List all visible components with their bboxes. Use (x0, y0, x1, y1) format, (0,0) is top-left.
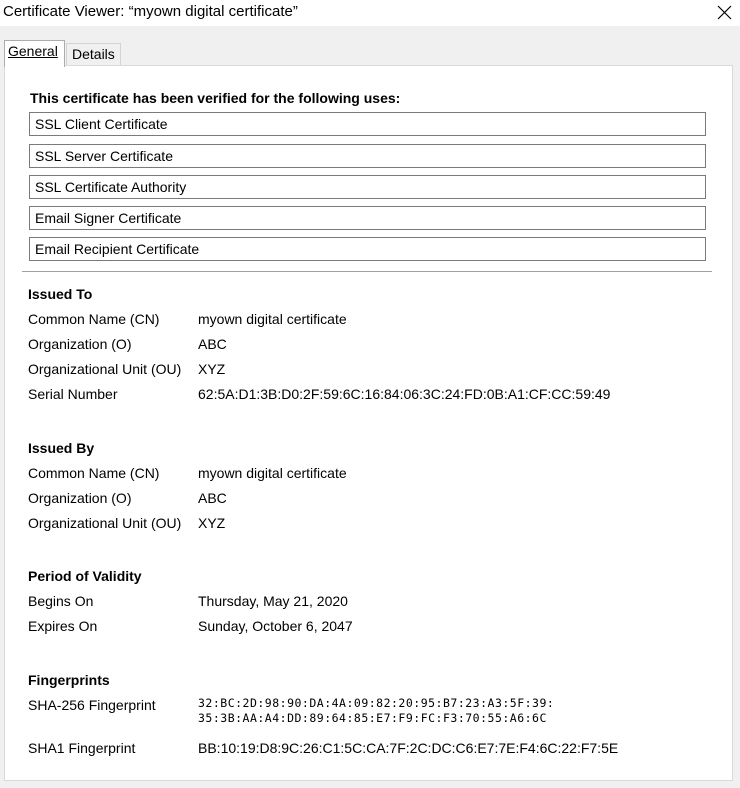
window-title: Certificate Viewer: “myown digital certificate” (3, 3, 298, 20)
field-label: Serial Number (28, 386, 118, 402)
field-label: Organization (O) (28, 336, 132, 352)
tab-details-label: Details (72, 46, 115, 62)
begins-on-value: Thursday, May 21, 2020 (198, 593, 348, 609)
close-icon (717, 5, 732, 20)
field-value: ABC (198, 336, 227, 352)
field-label: SHA1 Fingerprint (28, 740, 136, 756)
serial-number-value: 62:5A:D1:3B:D0:2F:59:6C:16:84:06:3C:24:FD:0B:A1:CF:CC:59:49 (198, 386, 611, 402)
tab-general-label: General (8, 43, 58, 59)
field-value: ABC (198, 490, 227, 506)
use-item: Email Signer Certificate (29, 206, 706, 230)
field-label: Expires On (28, 618, 98, 634)
use-item: SSL Client Certificate (29, 112, 706, 136)
field-label: Common Name (CN) (28, 465, 160, 481)
use-item: SSL Certificate Authority (29, 175, 706, 199)
close-button[interactable] (710, 0, 740, 26)
field-label: Organization (O) (28, 490, 132, 506)
use-item: SSL Server Certificate (29, 144, 706, 168)
field-value: XYZ (198, 515, 226, 531)
fingerprints-heading: Fingerprints (28, 672, 110, 688)
issued-to-heading: Issued To (28, 286, 93, 302)
general-panel (4, 65, 733, 781)
field-label: SHA-256 Fingerprint (28, 697, 156, 713)
tab-general[interactable] (4, 40, 65, 67)
use-item: Email Recipient Certificate (29, 237, 706, 261)
issued-by-heading: Issued By (28, 440, 95, 456)
section-divider (22, 271, 712, 272)
field-label: Organizational Unit (OU) (28, 515, 182, 531)
tab-details[interactable] (66, 43, 121, 65)
validity-heading: Period of Validity (28, 568, 142, 584)
sha256-fingerprint-line1: 32:BC:2D:98:90:DA:4A:09:82:20:95:B7:23:A3:5F:39: (198, 696, 555, 710)
sha1-fingerprint-value: BB:10:19:D8:9C:26:C1:5C:CA:7F:2C:DC:C6:E7:7E:F4:6C:22:F7:5E (198, 740, 619, 756)
sha256-fingerprint-line2: 35:3B:AA:A4:DD:89:64:85:E7:F9:FC:F3:70:55:A6:6C (198, 711, 547, 725)
field-label: Common Name (CN) (28, 311, 160, 327)
expires-on-value: Sunday, October 6, 2047 (198, 618, 353, 634)
field-value: myown digital certificate (198, 465, 347, 481)
field-value: myown digital certificate (198, 311, 347, 327)
title-bar (0, 0, 740, 26)
field-value: XYZ (198, 361, 226, 377)
field-label: Organizational Unit (OU) (28, 361, 182, 377)
uses-heading: This certificate has been verified for the following uses: (30, 90, 401, 106)
field-label: Begins On (28, 593, 94, 609)
